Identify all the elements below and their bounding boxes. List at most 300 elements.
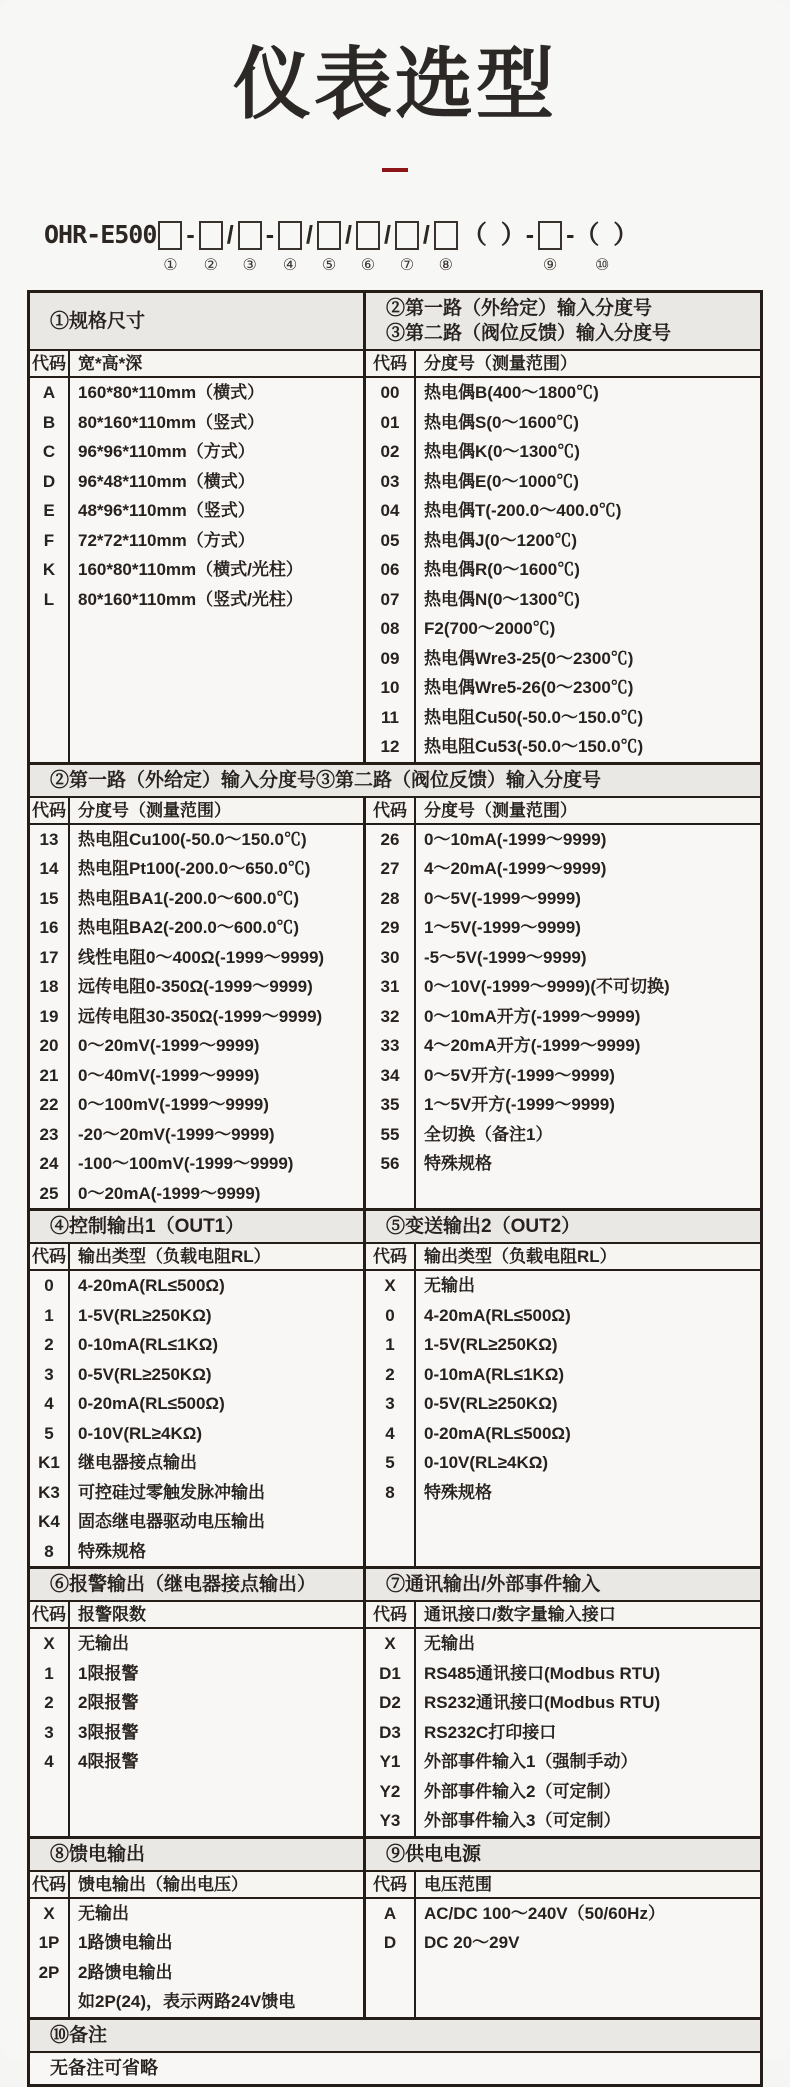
desc-cell: -5～5V(-1999～9999) <box>424 947 587 967</box>
desc-cell: 0～10V(-1999～9999)(不可切换) <box>424 977 670 996</box>
model-box <box>199 218 223 252</box>
model-box <box>538 218 562 252</box>
box-outline <box>356 221 380 250</box>
desc-cell: 4～20mA(-1999～9999) <box>424 859 607 878</box>
model-box-slot <box>538 218 562 277</box>
desc-cell: 0-10V(RL≥4KΩ) <box>424 1453 549 1472</box>
desc-cell: 0～5V开方(-1999～9999) <box>424 1065 615 1085</box>
rows-area <box>30 1899 363 2017</box>
code-column-header: 代码 <box>366 1872 416 1897</box>
column-header-row <box>30 349 363 378</box>
code-cell: K3 <box>38 1482 60 1502</box>
desc-cell: -20～20mV(-1999～9999) <box>78 1124 275 1144</box>
model-box-slot <box>158 218 182 277</box>
model-box <box>158 218 182 252</box>
model-sep-glyph: / <box>383 221 391 249</box>
desc-cell: 96*48*110mm（横式） <box>78 471 255 491</box>
code-column <box>30 825 70 1209</box>
table-section-remark <box>30 2017 760 2084</box>
desc-cell: 特殊规格 <box>424 1154 492 1173</box>
code-cell: 55 <box>380 1124 400 1144</box>
code-cell: 4 <box>385 1423 395 1443</box>
code-cell: 24 <box>39 1154 59 1173</box>
code-cell: D3 <box>379 1722 401 1742</box>
code-cell: 15 <box>39 888 59 908</box>
rows-area <box>366 1271 760 1566</box>
section-header <box>30 1839 760 1870</box>
section-header <box>30 1211 760 1242</box>
model-code-line <box>44 218 780 277</box>
code-cell: 19 <box>39 1006 59 1026</box>
table-row: 无备注可省略 <box>30 2051 760 2084</box>
code-cell: Y2 <box>379 1781 401 1801</box>
model-separator <box>345 218 352 277</box>
desc-column-header: 通讯接口/数字量输入接口 <box>424 1605 616 1624</box>
code-cell: 0 <box>385 1305 395 1325</box>
table-section-out1-out2 <box>30 1208 760 1566</box>
desc-cell: 160*80*110mm（横式） <box>78 383 265 402</box>
code-cell: D <box>383 1933 397 1952</box>
desc-cell: 160*80*110mm（横式/光柱） <box>78 560 303 579</box>
desc-cell: DC 20～29V <box>424 1933 520 1952</box>
code-column-header: 代码 <box>30 1872 70 1897</box>
model-box <box>356 218 380 252</box>
desc-cell: 无输出 <box>78 1903 129 1923</box>
model-separator <box>423 218 430 277</box>
desc-cell: 热电偶Wre5-26(0～2300℃) <box>424 678 634 697</box>
code-cell: D <box>42 471 56 491</box>
desc-column <box>416 825 760 1209</box>
desc-cell: 3限报警 <box>78 1722 139 1742</box>
code-column <box>366 378 416 762</box>
desc-cell: 热电偶Wre3-25(0～2300℃) <box>424 648 634 668</box>
desc-column <box>70 1899 363 2017</box>
desc-cell: 热电偶R(0～1600℃) <box>424 560 580 579</box>
model-box-slot <box>434 218 458 277</box>
table-half <box>366 1242 760 1566</box>
model-position-label: ③ <box>242 257 257 274</box>
desc-cell: 热电阻Cu100(-50.0～150.0℃) <box>78 829 307 849</box>
desc-column <box>416 1629 760 1836</box>
code-column-header: 代码 <box>30 798 70 823</box>
model-code-row <box>44 218 780 277</box>
desc-cell: 0-20mA(RL≤500Ω) <box>424 1423 571 1443</box>
desc-cell: 热电偶J(0～1200℃) <box>424 530 578 550</box>
code-cell: E <box>43 501 55 520</box>
table-half <box>366 349 760 762</box>
code-cell: 28 <box>380 888 400 908</box>
desc-cell: 远传电阻30-350Ω(-1999～9999) <box>78 1006 323 1026</box>
code-column-header: 代码 <box>366 351 416 376</box>
box-outline <box>238 221 262 250</box>
desc-cell: 外部事件输入2（可定制） <box>424 1781 621 1801</box>
table-half <box>366 1600 760 1836</box>
column-header-row <box>366 1242 760 1271</box>
code-cell: X <box>43 1903 55 1923</box>
rows-area <box>366 1629 760 1836</box>
section-title: ⑨供电电源 <box>386 1843 482 1865</box>
desc-cell: 0～5V(-1999～9999) <box>424 888 581 908</box>
code-cell: 01 <box>380 412 400 432</box>
model-position-label: ⑧ <box>438 257 454 274</box>
desc-cell: 热电阻BA2(-200.0～600.0℃) <box>78 918 300 937</box>
code-cell: 1 <box>385 1335 395 1354</box>
desc-cell: 热电偶K(0～1300℃) <box>424 442 580 461</box>
model-separator <box>462 218 534 277</box>
desc-column <box>70 825 363 1209</box>
desc-cell: 热电偶B(400～1800℃) <box>424 383 599 402</box>
desc-cell: 全切换（备注1） <box>424 1124 553 1144</box>
code-cell: 11 <box>381 707 399 727</box>
code-cell: 2 <box>44 1335 54 1354</box>
desc-column <box>70 1629 363 1836</box>
code-column <box>366 1271 416 1566</box>
code-cell: D1 <box>379 1663 401 1683</box>
desc-column-header: 输出类型（负载电阻RL） <box>424 1247 617 1266</box>
section-title: ②第一路（外给定）输入分度号③第二路（阀位反馈）输入分度号 <box>50 769 602 791</box>
desc-cell: 1路馈电输出 <box>78 1933 173 1952</box>
desc-cell: 4-20mA(RL≤500Ω) <box>78 1276 225 1295</box>
model-box <box>434 218 458 252</box>
code-cell: 04 <box>380 501 400 520</box>
section-header <box>30 765 760 796</box>
section-body <box>30 796 760 1209</box>
code-cell: 10 <box>380 678 400 697</box>
code-cell: 30 <box>380 947 400 967</box>
box-outline <box>278 221 302 250</box>
code-cell: 4 <box>44 1752 54 1771</box>
section-title: ⑧馈电输出 <box>30 1839 366 1870</box>
model-separator <box>306 218 313 277</box>
code-cell: 35 <box>380 1095 400 1114</box>
desc-cell: 热电偶T(-200.0～400.0℃) <box>424 501 622 520</box>
model-box-slot <box>238 218 262 277</box>
desc-cell: RS485通讯接口(Modbus RTU) <box>424 1663 661 1683</box>
table-section-spec-size-and-input-1 <box>30 293 760 762</box>
model-box-slot <box>395 218 419 277</box>
code-column-header: 代码 <box>30 1602 70 1627</box>
desc-cell: 0-10V(RL≥4KΩ) <box>78 1423 203 1443</box>
code-cell: 03 <box>380 471 400 491</box>
desc-cell: 热电阻Cu53(-50.0～150.0℃) <box>424 737 644 756</box>
desc-cell: RS232通讯接口(Modbus RTU) <box>424 1693 661 1712</box>
code-cell: 5 <box>44 1423 54 1443</box>
desc-column-header: 分度号（测量范围） <box>424 800 577 820</box>
desc-cell: 0-5V(RL≥250KΩ) <box>424 1394 558 1413</box>
rows-area <box>366 1899 760 2017</box>
code-cell: 20 <box>39 1036 59 1055</box>
section-title: ⑤变送输出2（OUT2） <box>386 1216 581 1237</box>
code-cell: C <box>42 442 56 461</box>
desc-column-header: 馈电输出（输出电压） <box>78 1874 248 1894</box>
desc-column <box>416 1271 760 1566</box>
code-cell: 31 <box>380 977 400 996</box>
code-cell: 3 <box>385 1394 395 1413</box>
code-cell: 2 <box>385 1364 395 1384</box>
section-body <box>30 1600 760 1836</box>
model-box-slot <box>317 218 341 277</box>
desc-cell: 特殊规格 <box>78 1541 146 1561</box>
desc-column-header: 分度号（测量范围） <box>78 800 231 820</box>
box-outline <box>317 221 341 250</box>
code-cell: 0 <box>44 1276 54 1295</box>
desc-cell: 固态继电器驱动电压输出 <box>78 1512 265 1531</box>
code-cell: 1 <box>44 1305 54 1325</box>
code-column <box>30 378 70 762</box>
rows-area <box>30 825 363 1209</box>
model-box <box>278 218 302 252</box>
code-column <box>366 825 416 1209</box>
desc-cell: 远传电阻0-350Ω(-1999～9999) <box>78 977 313 996</box>
desc-cell: RS232C打印接口 <box>424 1722 557 1742</box>
desc-cell: 无输出 <box>78 1634 129 1653</box>
desc-cell: 热电阻Cu50(-50.0～150.0℃) <box>424 707 644 727</box>
column-header-row <box>30 1870 363 1899</box>
desc-column <box>416 1899 760 2017</box>
model-sep-glyph: / <box>306 221 313 249</box>
code-cell: 07 <box>380 589 400 609</box>
desc-cell: 80*160*110mm（竖式/光柱） <box>78 589 303 609</box>
model-prefix: OHR-E500 <box>44 220 157 249</box>
code-column <box>366 1899 416 2017</box>
desc-cell: 线性电阻0～400Ω(-1999～9999) <box>78 947 325 967</box>
box-outline <box>434 221 458 250</box>
code-cell: 00 <box>380 383 400 402</box>
table-section-feed-power <box>30 1836 760 2017</box>
desc-cell: 外部事件输入3（可定制） <box>424 1811 621 1830</box>
model-sep-glyph: - <box>186 221 195 249</box>
code-column <box>30 1271 70 1566</box>
code-cell: 2 <box>44 1693 54 1712</box>
column-header-row <box>366 1600 760 1629</box>
desc-column-header: 报警限数 <box>78 1605 146 1624</box>
code-cell <box>30 1987 68 2017</box>
model-box <box>317 218 341 252</box>
model-separator <box>266 218 274 277</box>
code-cell: 02 <box>380 442 400 461</box>
model-separator <box>384 218 391 277</box>
desc-cell: 无输出 <box>424 1634 475 1653</box>
model-sep-glyph: （ ）- <box>461 221 535 249</box>
desc-column <box>416 378 760 762</box>
code-cell: 05 <box>380 530 400 550</box>
desc-cell: 72*72*110mm（方式） <box>78 530 255 550</box>
code-cell: 18 <box>39 977 59 996</box>
section-title: ⑥报警输出（继电器接点输出） <box>30 1569 366 1600</box>
box-outline <box>538 221 562 250</box>
model-position-label: ② <box>203 257 218 274</box>
code-cell: 14 <box>39 859 59 878</box>
model-box <box>395 218 419 252</box>
section-body <box>30 1870 760 2017</box>
desc-cell: 1～5V(-1999～9999) <box>424 918 581 937</box>
model-box-slot <box>278 218 302 277</box>
desc-cell: 0～20mV(-1999～9999) <box>78 1036 260 1055</box>
desc-cell: 0-10mA(RL≤1KΩ) <box>424 1364 565 1384</box>
model-position-label: ⑤ <box>321 257 337 274</box>
table-half <box>30 1242 366 1566</box>
accent-dash <box>382 168 408 172</box>
code-cell: 12 <box>380 737 400 756</box>
code-column <box>30 1629 70 1836</box>
section-body <box>30 1242 760 1566</box>
model-position-label: ① <box>163 257 178 274</box>
code-cell: 8 <box>385 1482 395 1502</box>
page-title: 仪表选型 <box>232 40 557 128</box>
desc-column-header: 分度号（测量范围） <box>424 354 577 373</box>
column-header-row <box>366 796 760 825</box>
code-cell: X <box>384 1276 396 1295</box>
desc-column-header: 输出类型（负载电阻RL） <box>78 1247 271 1266</box>
desc-cell: 48*96*110mm（竖式） <box>78 501 255 520</box>
code-cell: 3 <box>44 1364 54 1384</box>
code-cell: A <box>42 383 56 402</box>
code-cell: 56 <box>380 1154 400 1173</box>
desc-cell: 外部事件输入1（强制手动） <box>424 1752 638 1771</box>
desc-cell: 如2P(24)，表示两路24V馈电 <box>78 1992 296 2011</box>
code-cell: 08 <box>380 619 400 638</box>
desc-cell: AC/DC 100～240V（50/60Hz） <box>424 1903 665 1923</box>
code-cell: 16 <box>39 918 59 937</box>
desc-column-header: 电压范围 <box>424 1874 492 1894</box>
column-header-row <box>30 1600 363 1629</box>
code-cell: X <box>43 1634 55 1653</box>
table-half <box>30 1600 366 1836</box>
section-title: ⑩备注 <box>50 2024 108 2046</box>
code-cell: K4 <box>38 1512 60 1531</box>
code-cell: F <box>43 530 55 550</box>
model-box-slot <box>199 218 223 277</box>
code-cell: 26 <box>380 829 400 849</box>
table-section-alarm-comm <box>30 1566 760 1836</box>
desc-cell: 特殊规格 <box>424 1482 492 1502</box>
model-position-label: ⑥ <box>360 257 376 274</box>
column-header-row <box>366 1870 760 1899</box>
code-cell: 29 <box>380 918 400 937</box>
desc-cell: -100～100mV(-1999～9999) <box>78 1154 294 1173</box>
code-cell: 22 <box>39 1095 59 1114</box>
desc-cell: 1-5V(RL≥250KΩ) <box>424 1335 558 1354</box>
model-sep-glyph: -（ ） <box>566 221 639 249</box>
code-column-header: 代码 <box>30 1244 70 1269</box>
desc-cell: 1限报警 <box>78 1663 139 1683</box>
code-cell: 3 <box>44 1722 54 1742</box>
code-cell: Y3 <box>379 1811 401 1830</box>
desc-cell: 可控硅过零触发脉冲输出 <box>78 1482 265 1502</box>
code-cell: 17 <box>39 947 59 967</box>
section-header <box>30 293 760 349</box>
table-section-input-division-2 <box>30 762 760 1209</box>
code-cell: 8 <box>44 1541 54 1561</box>
code-cell: 2P <box>38 1962 60 1982</box>
table-half <box>366 796 760 1209</box>
desc-cell: 0～10mA(-1999～9999) <box>424 829 607 849</box>
code-cell: 25 <box>39 1183 59 1203</box>
desc-column <box>70 1271 363 1566</box>
code-column-header: 代码 <box>366 1602 416 1627</box>
section-body <box>30 349 760 762</box>
code-cell: Y1 <box>379 1752 401 1771</box>
model-separator <box>186 218 194 277</box>
model-sep-glyph: / <box>226 221 234 249</box>
desc-cell: 0-5V(RL≥250KΩ) <box>78 1364 212 1384</box>
model-position-label: ④ <box>282 257 298 274</box>
code-cell: K1 <box>38 1453 60 1472</box>
desc-cell: 1-5V(RL≥250KΩ) <box>78 1305 212 1325</box>
column-header-row <box>30 796 363 825</box>
code-column-header: 代码 <box>30 351 70 376</box>
code-cell: 32 <box>380 1006 400 1026</box>
model-sep-glyph: - <box>265 221 275 249</box>
model-box <box>238 218 262 252</box>
code-cell: A <box>383 1903 397 1923</box>
desc-cell: 热电偶N(0～1300℃) <box>424 589 580 609</box>
code-cell: 33 <box>380 1036 400 1055</box>
code-column-header: 代码 <box>366 798 416 823</box>
box-outline <box>199 221 223 250</box>
selection-table <box>27 290 763 2087</box>
desc-cell: 2路馈电输出 <box>78 1962 173 1982</box>
desc-cell: 热电阻Pt100(-200.0～650.0℃) <box>78 859 311 878</box>
code-cell: 1P <box>38 1933 60 1952</box>
table-half <box>30 1870 366 2017</box>
desc-cell: 0～100mV(-1999～9999) <box>78 1095 269 1114</box>
box-outline <box>395 221 419 250</box>
code-cell: 4 <box>44 1394 54 1413</box>
desc-cell: 96*96*110mm（方式） <box>78 442 255 461</box>
section-title: ①规格尺寸 <box>30 293 366 349</box>
rows-area <box>30 1629 363 1836</box>
code-cell: 34 <box>380 1065 400 1085</box>
column-header-row <box>366 349 760 378</box>
model-box-slot <box>356 218 380 277</box>
section-title: ②第一路（外给定）输入分度号 ③第二路（阀位反馈）输入分度号 <box>386 298 672 344</box>
rows-area <box>366 825 760 1209</box>
code-cell: X <box>384 1634 396 1653</box>
section-title: ⑦通讯输出/外部事件输入 <box>386 1574 601 1595</box>
model-separator <box>227 218 234 277</box>
desc-column <box>70 378 363 762</box>
desc-cell: 0～10mA开方(-1999～9999) <box>424 1006 641 1026</box>
code-cell: L <box>43 589 55 609</box>
code-cell: D2 <box>379 1693 401 1712</box>
code-column <box>366 1629 416 1836</box>
section-header <box>30 1569 760 1600</box>
code-cell: K <box>42 560 56 579</box>
box-outline <box>158 221 182 250</box>
rows-area <box>30 1271 363 1566</box>
code-column-header: 代码 <box>366 1244 416 1269</box>
model-position-label: ⑩ <box>595 257 610 274</box>
desc-cell: 80*160*110mm（竖式） <box>78 412 265 432</box>
column-header-row <box>30 1242 363 1271</box>
code-cell: 21 <box>39 1065 59 1085</box>
model-sep-glyph: / <box>422 221 430 249</box>
code-cell: 06 <box>380 560 400 579</box>
section-title: ④控制输出1（OUT1） <box>30 1211 366 1242</box>
section-header <box>30 2020 760 2051</box>
desc-cell: 2限报警 <box>78 1693 139 1712</box>
model-sep-glyph: / <box>344 221 352 249</box>
desc-cell: 0～40mV(-1999～9999) <box>78 1065 260 1085</box>
table-half <box>30 349 366 762</box>
rows-area <box>366 378 760 762</box>
desc-cell: 4限报警 <box>78 1752 139 1771</box>
desc-cell: 0-20mA(RL≤500Ω) <box>78 1394 225 1413</box>
desc-cell: 0～20mA(-1999～9999) <box>78 1183 261 1203</box>
desc-cell: 4～20mA开方(-1999～9999) <box>424 1036 641 1055</box>
code-cell: 13 <box>39 829 59 849</box>
